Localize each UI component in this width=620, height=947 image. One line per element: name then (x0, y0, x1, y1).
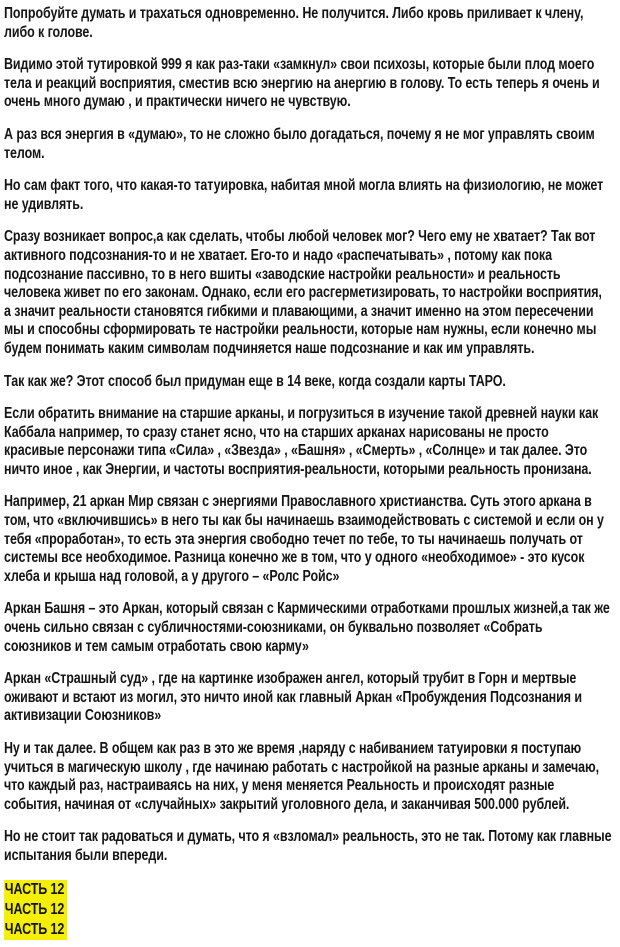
paragraph: Если обратить внимание на старшие арканы, и погрузиться в изучение такой древней науки как Каббала например, то сразу станет ясно, что на старших арканах нарисованы не просто красивые персонажи типа «Сила» , «Звезда» , «Башня» , «Смерть» , «Солнце» и так далее. Это ничто иное , как Энергии, и частоты восприятия-реальности, которыми реальность пронизана. (4, 405, 599, 478)
part-heading-highlight: ЧАСТЬ 12 (4, 920, 67, 940)
part-headings (4, 880, 612, 940)
part-heading-highlight: ЧАСТЬ 12 (4, 880, 67, 900)
paragraph: Так как же? Этот способ был придуман еще в 14 веке, когда создали карты ТАРО. (4, 372, 506, 390)
text-column (4, 5, 612, 940)
paragraph: Видимо этой тутировкой 999 я как раз-таки «замкнул» свои психозы, которые были плод моего тела и реакций восприятия, сместив всю энергию на анергию в голову. То есть теперь я очень и очень много думаю , и практически ничего не чувствую. (4, 56, 600, 111)
paragraph: Попробуйте думать и трахаться одновременно. Не получится. Либо кровь приливает к члену, либо к голове. (4, 5, 584, 41)
paragraph: А раз вся энергия в «думаю», то не сложно было догадаться, почему я не мог управлять своим телом. (4, 125, 595, 162)
paragraph: Ну и так далее. В общем как раз в это же время ,наряду с набиванием татуировки я поступаю учиться в магическую школу , где начинаю работать с настройкой на разные арканы и замечаю, что каждый раз, настраиваясь на них, у меня меняется Реальность и происходят разные события, начиная от «случайных» закрытий уголовного дела, и заканчивая 500.000 рублей. (4, 740, 600, 813)
paragraph: Но сам факт того, что какая-то татуировка, набитая мной могла влиять на физиологию, не может не удивлять. (4, 177, 604, 213)
paragraph: Сразу возникает вопрос,а как сделать, чтобы любой человек мог? Чего ему не хватает? Так вот активного подсознания-то и не хватает. Его-то и надо «распечатывать» , потому как пока подсознание пассивно, то в него вшиты «заводские настройки реальности» и реальность человека живет по его законам. Однако, если его расгерметизировать, то настройки восприятия, а значит реальности становятся гибкими и плавающими, а значит именно на этом пересечении мы и способны сформировать те настройки реальности, которые нам нужны, если конечно мы будем понимать каким символам подчиняется наше подсознание и как им управлять. (4, 228, 602, 357)
part-heading-line (4, 880, 612, 900)
paragraph: Аркан Башня – это Аркан, который связан с Кармическими отработками прошлых жизней,а так же очень сильно связан с субличностями-союзниками, он буквально позволяет «Собрать союзников и тем самым отработать свою карму» (4, 600, 610, 655)
paragraph: Но не стоит так радоваться и думать, что я «взломал» реальность, это не так. Потому как главные испытания были впереди. (4, 828, 612, 864)
paragraph: Аркан «Страшный суд» , где на картинке изображен ангел, который трубит в Горн и мертвые оживают и встают из могил, это ничто иной как главный Аркан «Пробуждения Подсознания и активизации Союзников» (4, 670, 582, 725)
part-heading-line (4, 900, 612, 920)
paragraph: Например, 21 аркан Мир связан с энергиями Православного христианства. Суть этого аркана в том, что «включившись» в него ты как бы начинаешь взаимодействовать с системой и если он у тебя «проработан», то есть эта энергия свободно течет по тебе, то ты начинаешь получать от системы все необходимое. Разница конечно же в том, что у одного «необходимое» - это кусок хлеба и крыша над головой, а у другого – «Ролс Ройс» (4, 493, 604, 585)
part-heading-line (4, 920, 612, 940)
part-heading-highlight: ЧАСТЬ 12 (4, 900, 67, 920)
